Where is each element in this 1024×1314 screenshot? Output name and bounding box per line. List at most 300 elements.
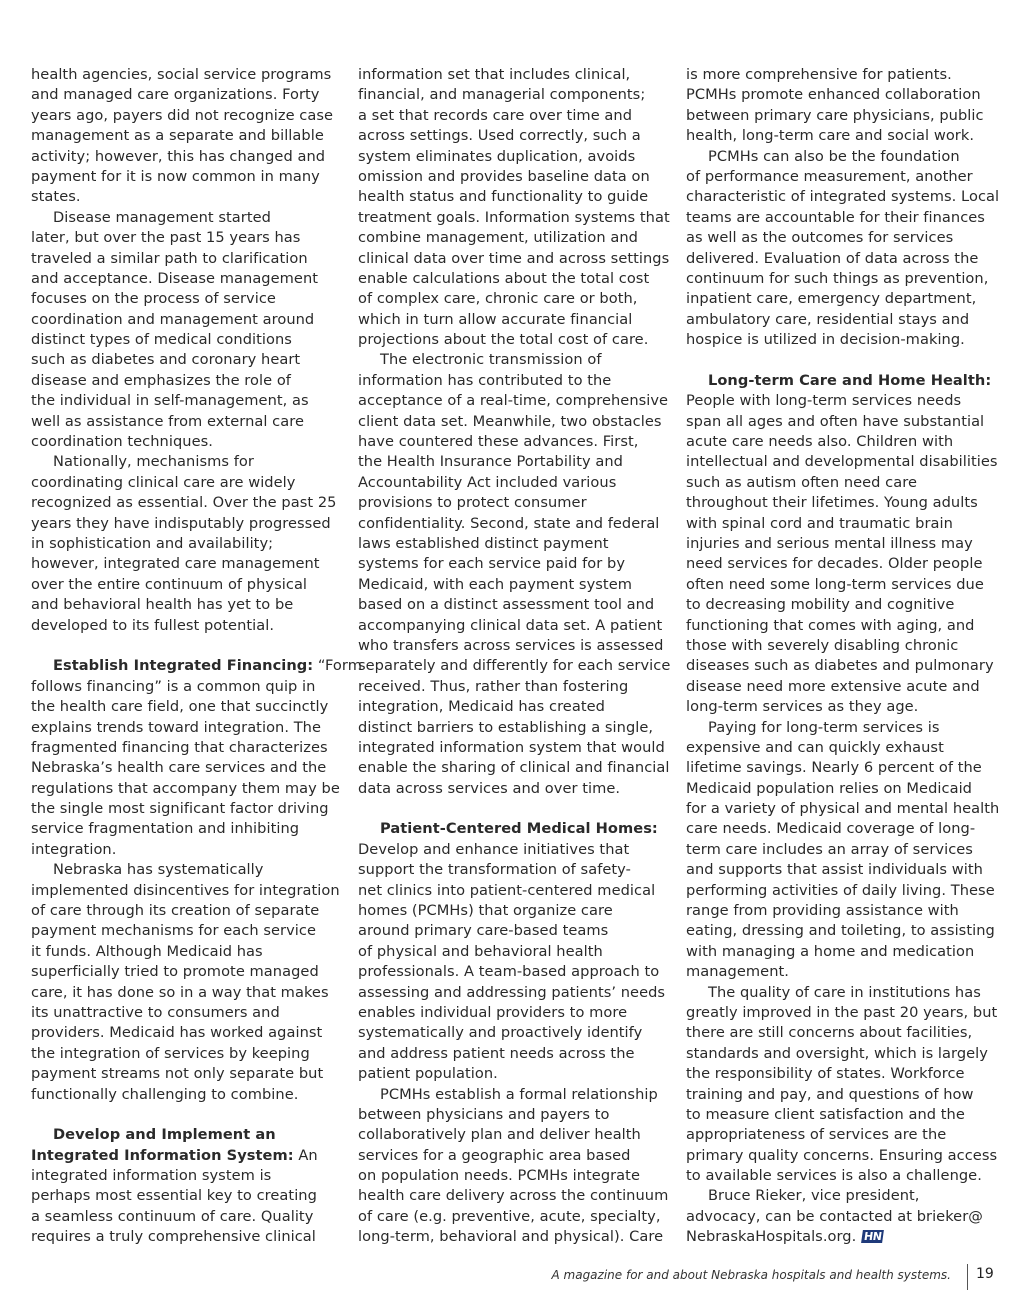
text-line <box>358 514 670 534</box>
line-text: regulations that accompany them may be <box>31 779 340 797</box>
text-line <box>31 1064 341 1084</box>
text-line <box>31 677 341 697</box>
text-line <box>358 860 670 880</box>
text-line <box>686 147 998 167</box>
line-text: systems for each service paid for by <box>358 555 626 573</box>
line-text: services for a geographic area based <box>358 1146 631 1164</box>
text-line <box>686 85 998 105</box>
line-text: The electronic transmission of <box>380 351 602 369</box>
line-text: functioning that comes with aging, and <box>686 616 975 634</box>
text-line <box>31 901 341 921</box>
text-line <box>358 452 670 472</box>
line-text: and acceptance. Disease management <box>31 269 319 287</box>
text-line <box>686 554 998 574</box>
text-line <box>31 718 341 738</box>
text-line <box>31 962 341 982</box>
text-line <box>358 1044 670 1064</box>
line-text: between physicians and payers to <box>358 1105 610 1123</box>
text-line <box>686 860 998 880</box>
line-text: activity; however, this has changed and <box>31 147 326 165</box>
line-text: collaboratively plan and deliver health <box>358 1126 641 1144</box>
text-line <box>358 65 670 85</box>
section-heading: Patient-Centered Medical Homes: <box>380 820 658 838</box>
text-line <box>31 942 341 962</box>
line-text: treatment goals. Information systems that <box>358 208 670 226</box>
line-text: is more comprehensive for patients. <box>686 66 952 83</box>
line-text: the health care field, one that succinctly <box>31 698 329 716</box>
text-line <box>686 636 998 656</box>
line-text: PCMHs establish a formal relationship <box>380 1085 658 1103</box>
text-line <box>31 779 341 799</box>
text-line <box>686 1146 998 1166</box>
text-line <box>358 412 670 432</box>
text-line <box>686 1227 998 1247</box>
line-text: years ago, payers did not recognize case <box>31 106 334 124</box>
text-line <box>686 1125 998 1145</box>
line-text: Nationally, mechanisms for <box>53 453 254 471</box>
text-line <box>358 350 670 370</box>
text-line <box>686 473 998 493</box>
text-line <box>358 901 670 921</box>
line-text: Bruce Rieker, vice president, <box>708 1187 920 1205</box>
line-text: long-term services as they age. <box>686 698 919 716</box>
text-line <box>31 65 341 85</box>
text-line <box>686 697 998 717</box>
line-text: there are still concerns about facilities, <box>686 1024 973 1042</box>
text-line <box>686 677 998 697</box>
line-text: enable the sharing of clinical and financial <box>358 759 670 777</box>
article-column-1 <box>31 65 362 1248</box>
text-line <box>358 1227 670 1247</box>
line-text: teams are accountable for their finances <box>686 208 985 226</box>
text-line <box>31 289 341 309</box>
line-text: integrated information system is <box>31 1167 272 1185</box>
text-line <box>686 208 998 228</box>
text-line <box>686 1105 998 1125</box>
text-line <box>358 881 670 901</box>
line-text: primary quality concerns. Ensuring access <box>686 1146 998 1164</box>
text-line <box>31 1186 341 1206</box>
text-line <box>686 840 998 860</box>
text-line <box>686 1064 998 1084</box>
article-column-2 <box>358 65 670 1248</box>
text-line <box>686 289 998 309</box>
line-text: Nebraska has systematically <box>53 861 264 879</box>
text-line <box>358 738 670 758</box>
line-text: term care includes an array of services <box>686 840 973 858</box>
text-line <box>686 493 998 513</box>
text-line <box>358 921 670 941</box>
line-text: separately and differently for each service <box>358 657 671 675</box>
footer-divider <box>967 1264 968 1290</box>
text-line <box>31 371 341 391</box>
line-text: distinct barriers to establishing a single, <box>358 718 654 736</box>
page-number: 19 <box>976 1266 994 1282</box>
text-line <box>686 595 998 615</box>
line-text: clinical data over time and across settings <box>358 249 670 267</box>
text-line <box>358 269 670 289</box>
text-line <box>31 473 341 493</box>
text-line <box>358 677 670 697</box>
text-line <box>31 840 341 860</box>
text-line <box>686 616 998 636</box>
line-text: with managing a home and medication <box>686 942 975 960</box>
text-line <box>686 738 998 758</box>
text-line <box>31 249 341 269</box>
text-line <box>686 167 998 187</box>
text-line <box>358 371 670 391</box>
text-line <box>358 697 670 717</box>
line-text: need services for decades. Older people <box>686 555 983 573</box>
line-text: perhaps most essential key to creating <box>31 1187 317 1205</box>
text-line <box>358 167 670 187</box>
text-line <box>686 819 998 839</box>
paragraph-gap <box>358 799 670 819</box>
line-text: performing activities of daily living. These <box>686 881 995 899</box>
text-line <box>31 1003 341 1023</box>
text-line <box>686 962 998 982</box>
section-heading: Develop and Implement an <box>53 1126 276 1144</box>
text-line <box>358 208 670 228</box>
text-line <box>686 534 998 554</box>
line-text: the Health Insurance Portability and <box>358 453 623 471</box>
line-text: in sophistication and availability; <box>31 534 274 552</box>
line-text: which in turn allow accurate financial <box>358 310 633 328</box>
line-text: follows financing” is a common quip in <box>31 677 316 695</box>
text-line <box>358 1003 670 1023</box>
line-text: for a variety of physical and mental health <box>686 800 1000 818</box>
section-heading: Establish Integrated Financing: <box>53 657 314 675</box>
line-text: Disease management started <box>53 208 271 226</box>
line-text: implemented disincentives for integration <box>31 881 340 899</box>
text-line <box>31 860 341 880</box>
text-line <box>31 269 341 289</box>
text-line <box>686 452 998 472</box>
text-line <box>358 595 670 615</box>
line-text: have countered these advances. First, <box>358 433 639 451</box>
line-text: coordination and management around <box>31 310 315 328</box>
text-line <box>686 1044 998 1064</box>
text-line <box>686 921 998 941</box>
text-line <box>358 942 670 962</box>
line-text: its unattractive to consumers and <box>31 1003 280 1021</box>
line-text: around primary care-based teams <box>358 922 609 940</box>
line-text: states. <box>31 188 81 206</box>
hn-logo-icon: HN <box>863 1230 883 1244</box>
text-line <box>31 85 341 105</box>
line-text: homes (PCMHs) that organize care <box>358 902 613 920</box>
text-line <box>31 616 341 636</box>
text-line <box>31 514 341 534</box>
text-line <box>31 1085 341 1105</box>
text-line <box>686 758 998 778</box>
text-line <box>358 493 670 513</box>
line-text: net clinics into patient-centered medical <box>358 881 656 899</box>
line-text: the responsibility of states. Workforce <box>686 1065 965 1083</box>
text-line <box>358 85 670 105</box>
line-text: omission and provides baseline data on <box>358 167 650 185</box>
line-text: to available services is also a challenge. <box>686 1167 982 1185</box>
line-text: of complex care, chronic care or both, <box>358 290 638 308</box>
text-line <box>358 718 670 738</box>
line-text: across settings. Used correctly, such a <box>358 127 641 145</box>
text-line <box>686 228 998 248</box>
text-line <box>358 616 670 636</box>
text-line <box>686 942 998 962</box>
line-text: laws established distinct payment <box>358 534 609 552</box>
text-line <box>686 269 998 289</box>
line-text: however, integrated care management <box>31 555 320 573</box>
text-line <box>358 1207 670 1227</box>
text-line <box>358 1146 670 1166</box>
line-text: appropriateness of services are the <box>686 1126 947 1144</box>
line-text: PCMHs can also be the foundation <box>708 147 960 165</box>
section-heading: Integrated Information System: <box>31 1146 294 1164</box>
text-line <box>358 819 670 839</box>
line-text: delivered. Evaluation of data across the <box>686 249 979 267</box>
line-text: greatly improved in the past 20 years, but <box>686 1003 998 1021</box>
line-text: training and pay, and questions of how <box>686 1085 974 1103</box>
text-line <box>31 575 341 595</box>
line-text: requires a truly comprehensive clinical <box>31 1228 316 1246</box>
text-line <box>31 391 341 411</box>
text-line <box>358 249 670 269</box>
text-line <box>31 881 341 901</box>
text-line <box>31 758 341 778</box>
text-line <box>31 554 341 574</box>
line-text: and behavioral health has yet to be <box>31 596 294 614</box>
line-text: received. Thus, rather than fostering <box>358 677 629 695</box>
text-line <box>686 514 998 534</box>
line-text: lifetime savings. Nearly 6 percent of the <box>686 759 982 777</box>
line-text: of care through its creation of separate <box>31 902 320 920</box>
line-text: Paying for long-term services is <box>708 718 940 736</box>
paragraph-gap <box>31 636 341 656</box>
text-line <box>686 106 998 126</box>
line-text: confidentiality. Second, state and federal <box>358 514 660 532</box>
line-text: integration. <box>31 840 117 858</box>
line-text: superficially tried to promote managed <box>31 963 319 981</box>
text-line <box>358 432 670 452</box>
line-text: throughout their lifetimes. Young adults <box>686 494 978 512</box>
line-text: acute care needs also. Children with <box>686 433 954 451</box>
text-line <box>31 656 362 676</box>
text-line <box>31 147 341 167</box>
line-text: expensive and can quickly exhaust <box>686 738 944 756</box>
text-line <box>31 738 341 758</box>
line-text: coordinating clinical care are widely <box>31 473 296 491</box>
line-text: “Form <box>313 657 362 675</box>
line-text: recognized as essential. Over the past 25 <box>31 494 337 512</box>
text-line <box>358 187 670 207</box>
text-line <box>358 983 670 1003</box>
line-text: hospice is utilized in decision-making. <box>686 331 965 349</box>
text-line <box>686 1207 998 1227</box>
text-line <box>686 1186 998 1206</box>
text-line <box>31 493 341 513</box>
text-line <box>358 656 670 676</box>
line-text: People with long-term services needs <box>686 392 962 410</box>
text-line <box>31 167 341 187</box>
text-line <box>358 147 670 167</box>
line-text: often need some long-term services due <box>686 575 984 593</box>
line-text: integration, Medicaid has created <box>358 698 605 716</box>
line-text: traveled a similar path to clarification <box>31 249 308 267</box>
line-text: intellectual and developmental disabilities <box>686 453 998 471</box>
text-line <box>358 1085 670 1105</box>
line-text: professionals. A team-based approach to <box>358 963 660 981</box>
line-text: span all ages and often have substantial <box>686 412 985 430</box>
text-line <box>686 901 998 921</box>
text-line <box>31 983 341 1003</box>
line-text: An <box>293 1146 318 1164</box>
line-text: functionally challenging to combine. <box>31 1085 299 1103</box>
text-line <box>358 534 670 554</box>
text-line <box>31 921 341 941</box>
text-line <box>31 412 341 432</box>
text-line <box>358 1064 670 1084</box>
text-line <box>358 106 670 126</box>
text-line <box>31 1023 341 1043</box>
text-line <box>31 799 341 819</box>
line-text: service fragmentation and inhibiting <box>31 820 300 838</box>
text-line <box>31 595 341 615</box>
line-text: acceptance of a real-time, comprehensive <box>358 392 669 410</box>
text-line <box>686 65 998 85</box>
line-text: Medicaid population relies on Medicaid <box>686 779 972 797</box>
text-line <box>686 310 998 330</box>
line-text: and supports that assist individuals with <box>686 861 983 879</box>
text-line <box>686 656 998 676</box>
text-line <box>31 228 341 248</box>
line-text: such as autism often need care <box>686 473 918 491</box>
line-text: client data set. Meanwhile, two obstacles <box>358 412 662 430</box>
line-text: support the transformation of safety- <box>358 861 631 879</box>
text-line <box>31 350 341 370</box>
line-text: between primary care physicians, public <box>686 106 984 124</box>
line-text: care, it has done so in a way that makes <box>31 983 329 1001</box>
text-line <box>31 432 341 452</box>
text-line <box>686 432 998 452</box>
text-line <box>686 391 998 411</box>
line-text: combine management, utilization and <box>358 229 638 247</box>
line-text: characteristic of integrated systems. Local <box>686 188 1000 206</box>
paragraph-gap <box>686 350 998 370</box>
text-line <box>358 1166 670 1186</box>
line-text: systematically and proactively identify <box>358 1024 643 1042</box>
text-line <box>31 819 341 839</box>
text-line <box>358 289 670 309</box>
line-text: inpatient care, emergency department, <box>686 290 977 308</box>
text-line <box>31 1146 341 1166</box>
text-line <box>358 310 670 330</box>
line-text: information has contributed to the <box>358 371 612 389</box>
line-text: Accountability Act included various <box>358 473 617 491</box>
text-line <box>31 534 341 554</box>
line-text: financial, and managerial components; <box>358 86 646 104</box>
paragraph-gap <box>31 1105 341 1125</box>
text-line <box>31 106 341 126</box>
text-line <box>31 330 341 350</box>
line-text: of care (e.g. preventive, acute, specialty, <box>358 1207 661 1225</box>
line-text: to decreasing mobility and cognitive <box>686 596 955 614</box>
text-line <box>358 758 670 778</box>
text-line <box>686 1085 998 1105</box>
text-line <box>686 983 998 1003</box>
line-text: diseases such as diabetes and pulmonary <box>686 657 994 675</box>
line-text: health, long-term care and social work. <box>686 127 975 145</box>
line-text: range from providing assistance with <box>686 902 959 920</box>
line-text: disease need more extensive acute and <box>686 677 980 695</box>
line-text: focuses on the process of service <box>31 290 276 308</box>
line-text: the single most significant factor driving <box>31 800 329 818</box>
line-text: management as a separate and billable <box>31 127 324 145</box>
text-line <box>31 310 341 330</box>
line-text: management. <box>686 963 789 981</box>
text-line <box>31 126 341 146</box>
text-line <box>686 575 998 595</box>
line-text: a seamless continuum of care. Quality <box>31 1207 314 1225</box>
line-text: continuum for such things as prevention, <box>686 269 989 287</box>
text-line <box>31 1227 341 1247</box>
text-line <box>31 1125 341 1145</box>
line-text: The quality of care in institutions has <box>708 983 981 1001</box>
line-text: enable calculations about the total cost <box>358 269 650 287</box>
line-text: Develop and enhance initiatives that <box>358 840 630 858</box>
text-line <box>31 1207 341 1227</box>
text-line <box>686 1003 998 1023</box>
line-text: providers. Medicaid has worked against <box>31 1024 323 1042</box>
text-line <box>358 391 670 411</box>
text-line <box>31 187 341 207</box>
text-line <box>358 1023 670 1043</box>
page-footer <box>0 1264 1024 1290</box>
line-text: on population needs. PCMHs integrate <box>358 1167 640 1185</box>
line-text: payment for it is now common in many <box>31 167 320 185</box>
line-text: Medicaid, with each payment system <box>358 575 632 593</box>
line-text: fragmented financing that characterizes <box>31 738 328 756</box>
line-text: ambulatory care, residential stays and <box>686 310 970 328</box>
line-text: standards and oversight, which is largely <box>686 1044 988 1062</box>
article-column-3 <box>686 65 998 1248</box>
line-text: over the entire continuum of physical <box>31 575 308 593</box>
line-text: such as diabetes and coronary heart <box>31 351 301 369</box>
text-line <box>686 1023 998 1043</box>
line-text: developed to its fullest potential. <box>31 616 275 634</box>
text-line <box>686 1166 998 1186</box>
line-text: and address patient needs across the <box>358 1044 635 1062</box>
line-text: well as assistance from external care <box>31 412 304 430</box>
line-text: long-term, behavioral and physical). Care <box>358 1228 664 1246</box>
line-text: data across services and over time. <box>358 779 621 797</box>
line-text: health status and functionality to guide <box>358 188 649 206</box>
text-line <box>358 126 670 146</box>
text-line <box>358 1186 670 1206</box>
text-line <box>358 1105 670 1125</box>
line-text: and managed care organizations. Forty <box>31 86 320 104</box>
line-text: who transfers across services is assessed <box>358 636 664 654</box>
text-line <box>31 208 341 228</box>
line-text: health care delivery across the continuum <box>358 1187 669 1205</box>
line-text: disease and emphasizes the role of <box>31 371 291 389</box>
line-text: advocacy, can be contacted at brieker@ <box>686 1207 983 1225</box>
line-text: with spinal cord and traumatic brain <box>686 514 953 532</box>
line-text: a set that records care over time and <box>358 106 633 124</box>
line-text: Nebraska’s health care services and the <box>31 759 327 777</box>
line-text: care needs. Medicaid coverage of long- <box>686 820 976 838</box>
text-line <box>358 575 670 595</box>
line-text: projections about the total cost of care. <box>358 331 649 349</box>
